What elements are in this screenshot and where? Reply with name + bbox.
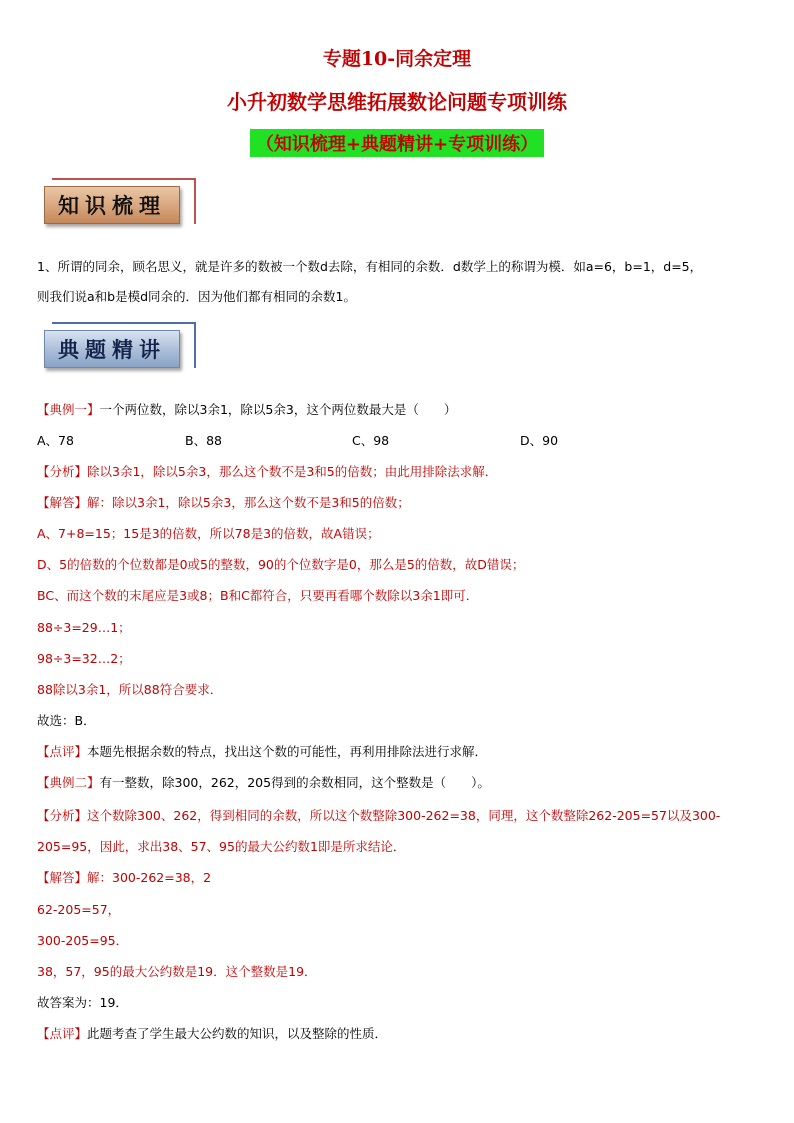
ex2-tag: 【典例二】	[37, 775, 100, 790]
ex1-answer-text: 解：除以3余1，除以5余3，那么这个数不是3和5的倍数；	[87, 495, 410, 510]
ex2-answer	[37, 868, 211, 886]
ex1-comment	[37, 742, 487, 760]
doc-title: 专题10-同余定理	[322, 48, 472, 70]
ex1-option-d: D、90	[520, 433, 559, 448]
ex1-step-2: D、5的倍数的个位数都是0或5的整数，90的个位数字是0，那么是5的倍数，故D错误；	[37, 557, 525, 572]
ex1-step-6: 88除以3余1，所以88符合要求．	[37, 682, 223, 697]
section-banner-knowledge	[44, 178, 198, 230]
ex2-question-text: 有一整数，除300，262，205得到的余数相同，这个整数是（ ）。	[99, 775, 490, 790]
ex1-step-3: BC、而这个数的末尾应是3或8；B和C都符合，只要再看哪个数除以3余1即可．	[37, 588, 479, 603]
section-banner-examples	[44, 322, 198, 374]
ex1-question-text: 一个两位数，除以3余1，除以5余3，这个两位数最大是（ ）	[99, 402, 457, 417]
ex2-step-1: 62-205=57，	[37, 902, 121, 917]
knowledge-line-2: 则我们说a和b是模d同余的．因为他们都有相同的余数1。	[37, 289, 356, 304]
ex1-answer-tag: 【解答】	[37, 495, 88, 510]
ex1-question	[37, 400, 456, 418]
ex1-option-b: B、88	[185, 433, 222, 448]
banner-label: 典题精讲	[44, 330, 180, 368]
ex1-step-4: 88÷3=29…1；	[37, 620, 131, 635]
ex1-option-a: A、78	[37, 433, 74, 448]
ex1-tag: 【典例一】	[37, 402, 100, 417]
ex2-analysis-tag: 【分析】	[37, 808, 88, 823]
ex1-comment-tag: 【点评】	[37, 744, 88, 759]
ex2-step-3: 38，57，95的最大公约数是19．这个整数是19．	[37, 964, 317, 979]
doc-tagline-wrap	[0, 129, 794, 157]
ex2-step-4: 故答案为：19．	[37, 995, 128, 1010]
ex2-analysis-text: 这个数除300、262，得到相同的余数，所以这个数整除300-262=38，同理，这个数整除262-205=57以及300-	[87, 808, 721, 823]
doc-subtitle: 小升初数学思维拓展数论问题专项训练	[227, 90, 567, 114]
banner-label: 知识梳理	[44, 186, 180, 224]
ex2-answer-tag: 【解答】	[37, 870, 88, 885]
ex2-answer-text: 解：300-262=38，2	[87, 870, 212, 885]
doc-tagline: （知识梳理+典题精讲+专项训练）	[250, 129, 544, 157]
ex2-comment	[37, 1024, 387, 1042]
ex1-step-5: 98÷3=32…2；	[37, 651, 131, 666]
ex1-step-7: 故选：B．	[37, 713, 96, 728]
ex2-analysis-1	[37, 806, 720, 824]
ex2-comment-text: 此题考查了学生最大公约数的知识，以及整除的性质．	[87, 1026, 388, 1041]
ex2-comment-tag: 【点评】	[37, 1026, 88, 1041]
ex1-answer	[37, 493, 410, 511]
ex2-question	[37, 773, 490, 791]
knowledge-line-1: 1、所谓的同余，顾名思义，就是许多的数被一个数d去除，有相同的余数．d数学上的称谓为模．如a=6，b=1，d=5，	[37, 259, 703, 274]
ex2-analysis-2: 205=95，因此，求出38、57、95的最大公约数1即是所求结论．	[37, 839, 406, 854]
ex1-analysis-tag: 【分析】	[37, 464, 88, 479]
ex1-step-1: A、7+8=15；15是3的倍数，所以78是3的倍数，故A错误；	[37, 526, 380, 541]
ex1-option-c: C、98	[352, 433, 390, 448]
ex1-comment-text: 本题先根据余数的特点，找出这个数的可能性，再利用排除法进行求解．	[87, 744, 488, 759]
ex1-analysis	[37, 462, 497, 480]
ex2-step-2: 300-205=95．	[37, 933, 129, 948]
ex1-analysis-text: 除以3余1，除以5余3，那么这个数不是3和5的倍数；由此用排除法求解．	[87, 464, 498, 479]
